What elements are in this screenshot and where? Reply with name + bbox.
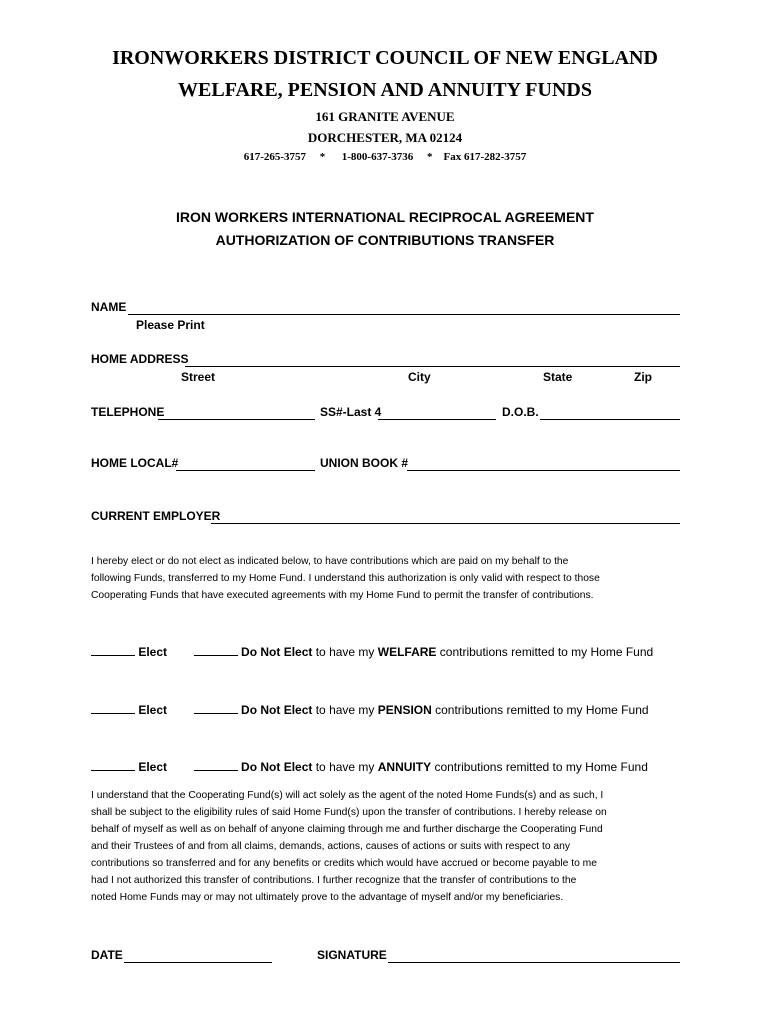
separator: * [427,151,433,163]
form-title-line1: IRON WORKERS INTERNATIONAL RECIPROCAL AGREEMENT [176,209,594,225]
election-text: to have my [312,703,378,717]
phone-line [0,151,770,163]
telephone-field[interactable] [158,419,315,420]
annuity-elect-blank[interactable] [91,760,135,771]
ss-label: SS#-Last 4 [320,405,382,419]
election-text: contributions remitted to my Home Fund [431,760,648,774]
form-title-line2: AUTHORIZATION OF CONTRIBUTIONS TRANSFER [215,232,555,248]
welfare-elect-blank[interactable] [91,645,135,656]
text-line: contributions so transferred and for any benefits or credits which would have accrued or become payable to me [91,858,597,869]
annuity-do-not-elect-blank[interactable] [194,760,238,771]
union-book-label: UNION BOOK # [320,456,409,470]
pension-election-row [91,703,649,717]
text-line: and their Trustees of and from all claims, demands, actions, causes of actions or suits with respect to any [91,841,571,852]
signature-label: SIGNATURE [317,948,387,962]
name-label: NAME [91,300,127,314]
ss-field[interactable] [378,419,496,420]
city-hint: City [408,370,431,384]
text-line: following Funds, transferred to my Home Fund. I understand this authorization is only valid with respect to those [91,573,600,584]
home-local-field[interactable] [176,470,315,471]
signature-field[interactable] [388,962,680,963]
intro-paragraph [91,553,691,604]
fund-name-pension: PENSION [377,703,432,717]
welfare-election-row [91,645,653,659]
union-book-field[interactable] [407,470,680,471]
address-city: DORCHESTER, MA 02124 [307,130,463,145]
telephone-label: TELEPHONE [91,405,165,419]
dob-field[interactable] [540,419,680,420]
address-street: 161 GRANITE AVENUE [315,109,455,124]
text-line: behalf of myself as well as on behalf of anyone claiming through me and further discharge the Cooperating Fund [91,824,603,835]
elect-label: Elect [138,703,168,717]
text-line: shall be subject to the eligibility rules of said Home Fund(s) upon the transfer of contributions. I hereby release on [91,807,607,818]
pension-elect-blank[interactable] [91,703,135,714]
org-name-line1: IRONWORKERS DISTRICT COUNCIL OF NEW ENGLAND [112,47,658,69]
election-text: to have my [312,645,378,659]
fax-number: Fax 617-282-3757 [443,151,527,163]
date-label: DATE [91,948,123,962]
election-text: to have my [312,760,378,774]
name-hint: Please Print [136,318,205,332]
annuity-election-row [91,760,648,774]
do-not-elect-label: Do Not Elect [241,703,313,717]
name-field[interactable] [128,314,680,315]
home-address-label: HOME ADDRESS [91,352,189,366]
dob-label: D.O.B. [502,405,539,419]
welfare-do-not-elect-blank[interactable] [194,645,238,656]
do-not-elect-label: Do Not Elect [241,760,313,774]
separator: * [319,151,326,163]
home-local-label: HOME LOCAL# [91,456,179,470]
election-text: contributions remitted to my Home Fund [431,703,649,717]
text-line: noted Home Funds may or may not ultimately prove to the advantage of myself and/or my beneficiaries. [91,892,564,903]
fund-name-annuity: ANNUITY [377,760,432,774]
org-name-line2: WELFARE, PENSION AND ANNUITY FUNDS [178,79,592,101]
zip-hint: Zip [634,370,652,384]
pension-do-not-elect-blank[interactable] [194,703,238,714]
election-text: contributions remitted to my Home Fund [436,645,654,659]
street-hint: Street [181,370,216,384]
release-paragraph [91,787,691,906]
text-line: I hereby elect or do not elect as indicated below, to have contributions which are paid on my behalf to the [91,556,569,567]
elect-label: Elect [138,760,168,774]
text-line: Cooperating Funds that have executed agreements with my Home Fund to permit the transfer of contributions. [91,590,594,601]
do-not-elect-label: Do Not Elect [241,645,313,659]
text-line: I understand that the Cooperating Fund(s) will act solely as the agent of the noted Home Funds(s) and as such, I [91,790,604,801]
current-employer-field[interactable] [211,523,680,524]
current-employer-label: CURRENT EMPLOYER [91,509,221,523]
tollfree-number: 1-800-637-3736 [341,151,414,163]
elect-label: Elect [138,645,168,659]
phone-number: 617-265-3757 [243,151,307,163]
home-address-field[interactable] [185,366,680,367]
state-hint: State [543,370,573,384]
date-field[interactable] [124,962,272,963]
fund-name-welfare: WELFARE [377,645,437,659]
text-line: had I not authorized this transfer of contributions. I further recognize that the transfer of contributions to the [91,875,577,886]
